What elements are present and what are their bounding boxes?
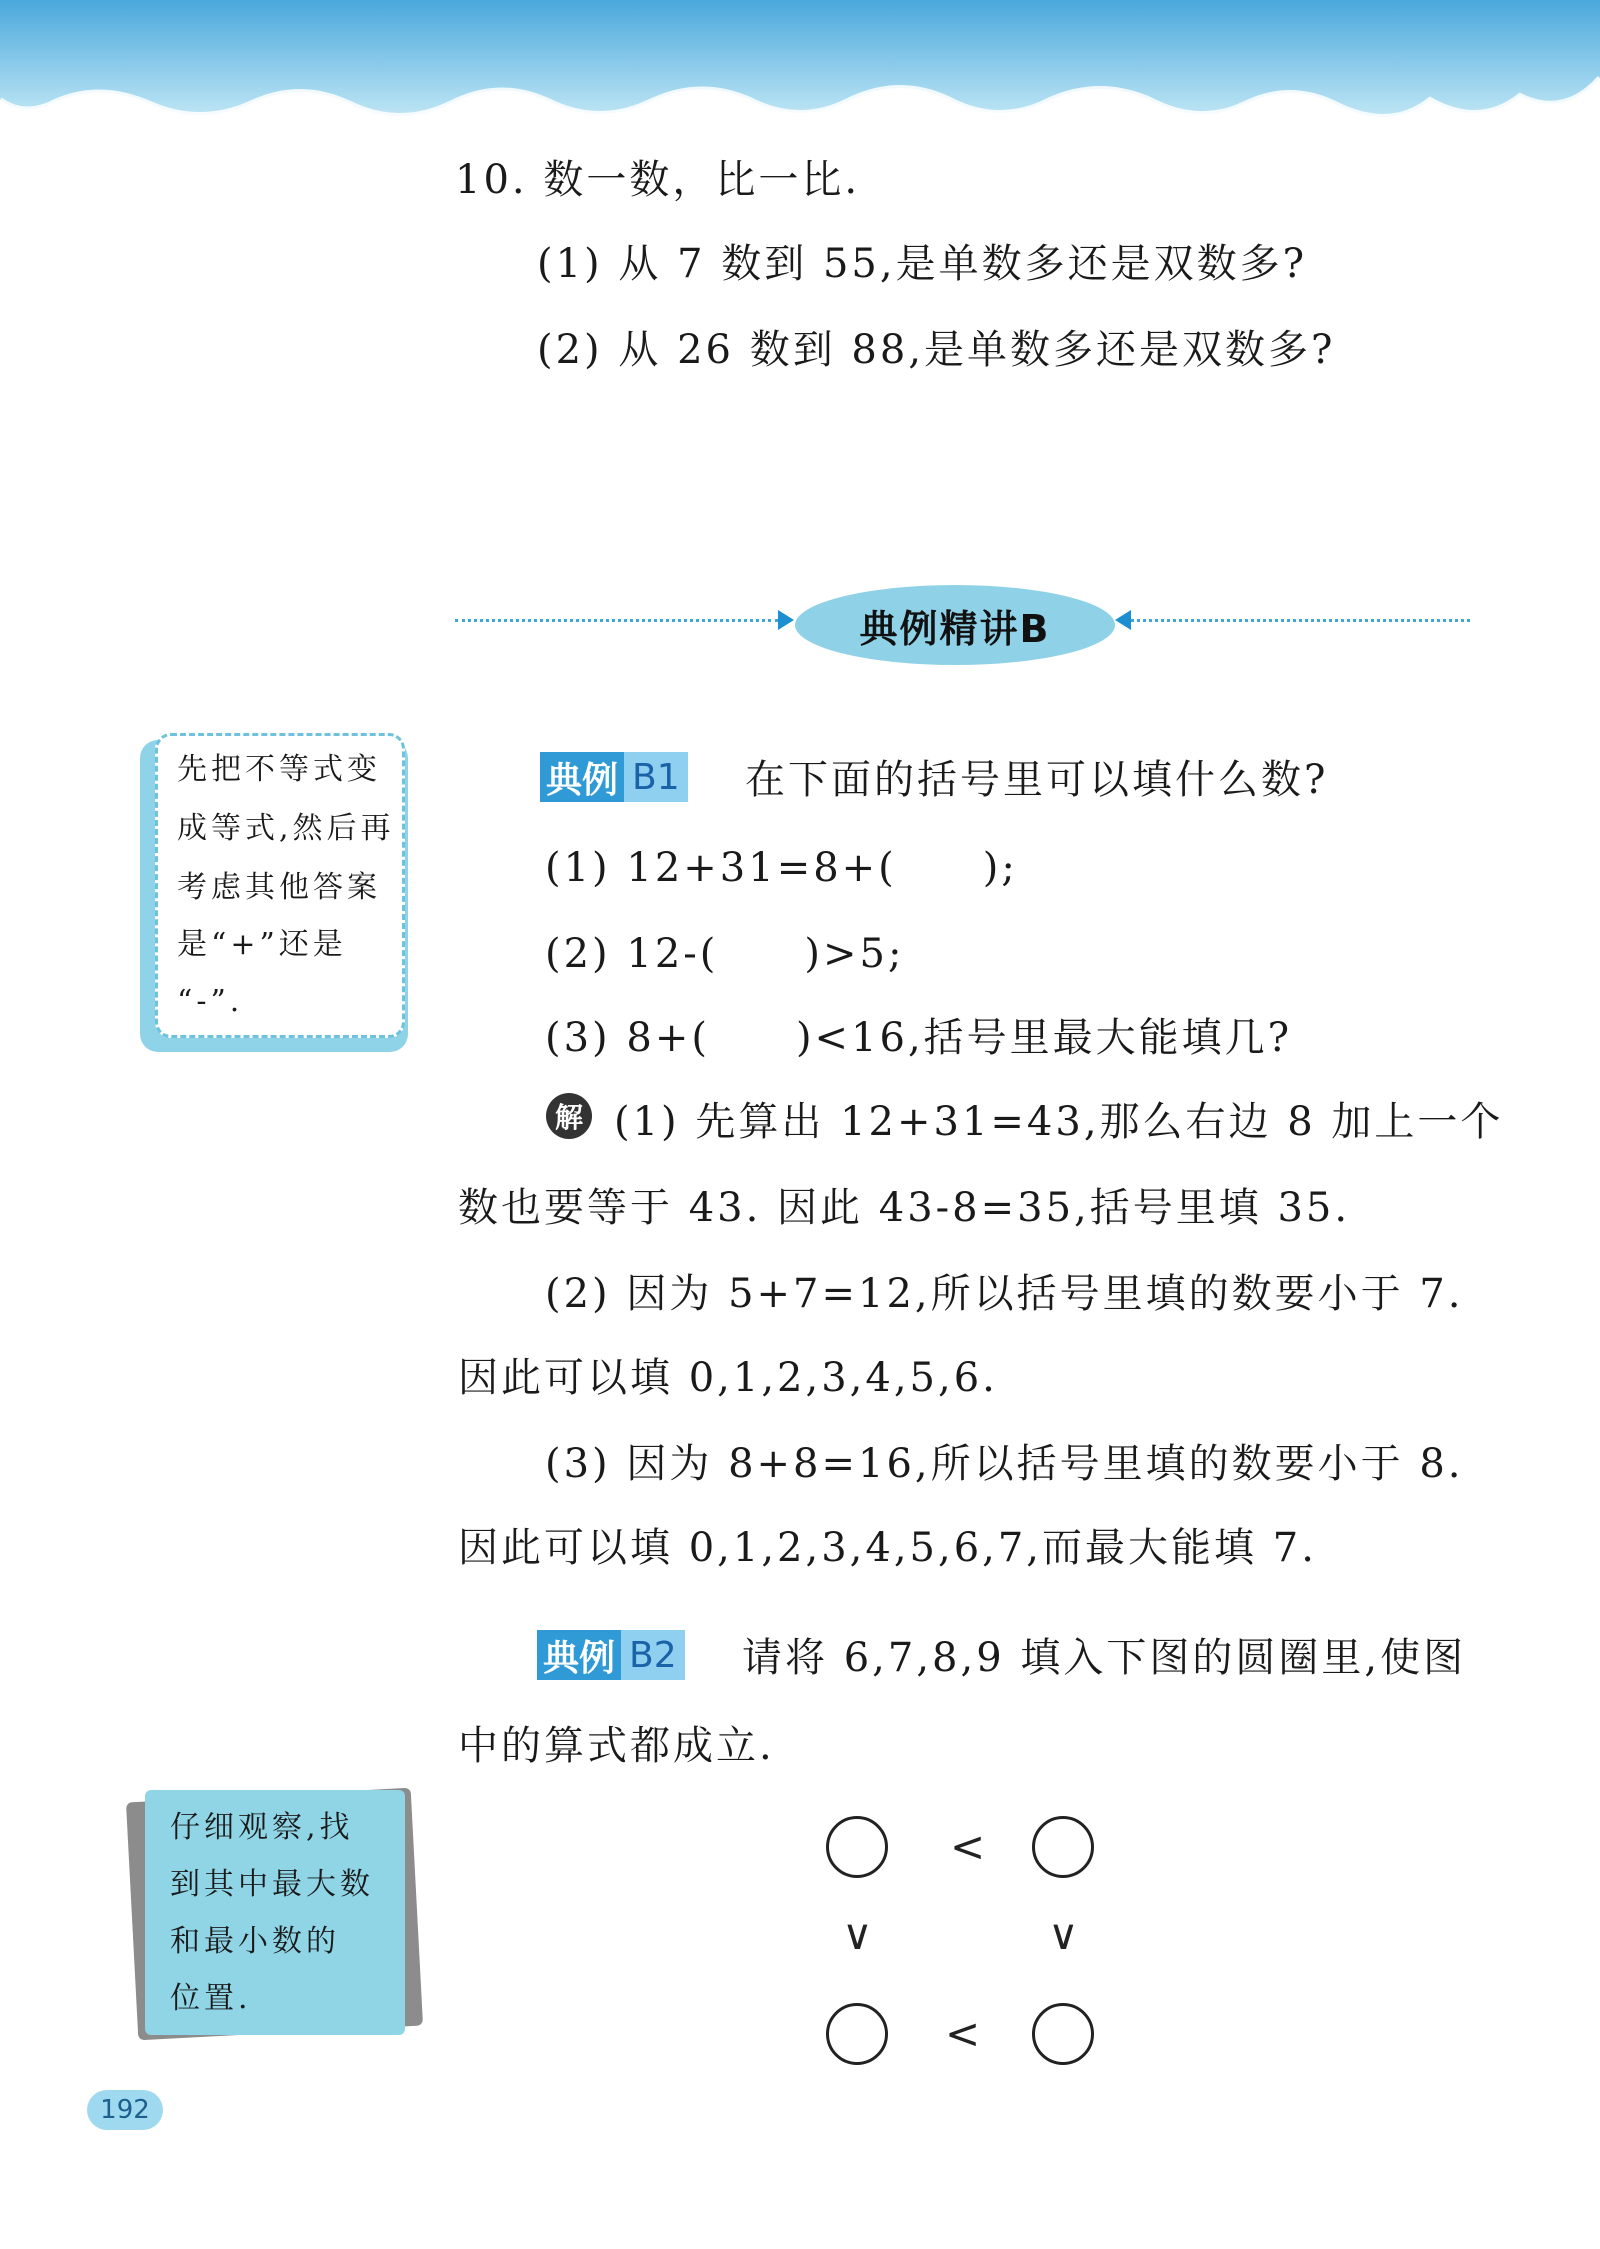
example-b1-item-2: (2) 12-( )>5; (545, 931, 905, 977)
greater-than-left: ∨ (842, 1910, 873, 1959)
side-note-2-line: 到其中最大数 (170, 1867, 374, 1902)
arrow-left-icon (1115, 610, 1131, 630)
exercise-10-question-2: (2) 从 26 数到 88,是单数多还是双数多? (537, 327, 1336, 373)
example-b1-item-3: (3) 8+( )<16,括号里最大能填几? (545, 1015, 1293, 1061)
circle-bottom-right (1032, 2003, 1094, 2065)
circle-top-right (1032, 1816, 1094, 1878)
solution-line: 因此可以填 0,1,2,3,4,5,6,7,而最大能填 7. (458, 1525, 1317, 1571)
page-number (87, 2090, 163, 2130)
page-number-text: 192 (100, 2095, 150, 2125)
example-b2-question: 请将 6,7,8,9 填入下图的圆圈里,使图 (742, 1635, 1467, 1681)
solution-line: (2) 因为 5+7=12,所以括号里填的数要小于 7. (545, 1271, 1464, 1317)
side-note-1-line: 先把不等式变 (177, 752, 381, 787)
side-note-1-line: “-”. (177, 984, 244, 1019)
section-title: 典例精讲B (859, 606, 1051, 651)
side-note-1-line: 成等式,然后再 (177, 811, 395, 846)
side-note-2-line: 位置. (170, 1981, 252, 2016)
section-banner (455, 585, 1470, 655)
solution-badge: 解 (546, 1093, 592, 1139)
example-tag-label: 典例 (537, 1630, 621, 1680)
less-than-bottom: < (945, 2009, 981, 2058)
side-note-1-line: 是“+”还是 (177, 927, 347, 962)
side-note-2-line: 和最小数的 (170, 1924, 340, 1959)
dotted-line-right (1131, 619, 1470, 622)
header-cloud-banner (0, 0, 1600, 150)
solution-line: (1) 先算出 12+31=43,那么右边 8 加上一个 (614, 1099, 1504, 1145)
example-b1-tag (540, 752, 688, 802)
side-note-2-line: 仔细观察,找 (170, 1810, 354, 1845)
greater-than-right: ∨ (1048, 1910, 1079, 1959)
arrow-right-icon (778, 610, 794, 630)
dotted-line-left (455, 619, 778, 622)
less-than-top: < (950, 1822, 986, 1871)
example-b2-tag (537, 1630, 685, 1680)
circle-top-left (826, 1816, 888, 1878)
exercise-10-title: 10. 数一数，比一比. (455, 157, 861, 203)
example-b1-question: 在下面的括号里可以填什么数? (745, 757, 1329, 803)
side-note-1-line: 考虑其他答案 (177, 870, 381, 905)
example-b2-question-cont: 中的算式都成立. (458, 1723, 775, 1769)
example-tag-id: B1 (624, 752, 688, 802)
solution-line: 因此可以填 0,1,2,3,4,5,6. (458, 1355, 998, 1401)
solution-line: 数也要等于 43. 因此 43-8=35,括号里填 35. (458, 1185, 1351, 1231)
example-tag-label: 典例 (540, 752, 624, 802)
section-title-oval (795, 585, 1115, 665)
circle-bottom-left (826, 2003, 888, 2065)
example-b1-item-1: (1) 12+31=8+( ); (545, 845, 1018, 891)
solution-line: (3) 因为 8+8=16,所以括号里填的数要小于 8. (545, 1441, 1464, 1487)
exercise-10-question-1: (1) 从 7 数到 55,是单数多还是双数多? (537, 241, 1308, 287)
example-tag-id: B2 (621, 1630, 685, 1680)
